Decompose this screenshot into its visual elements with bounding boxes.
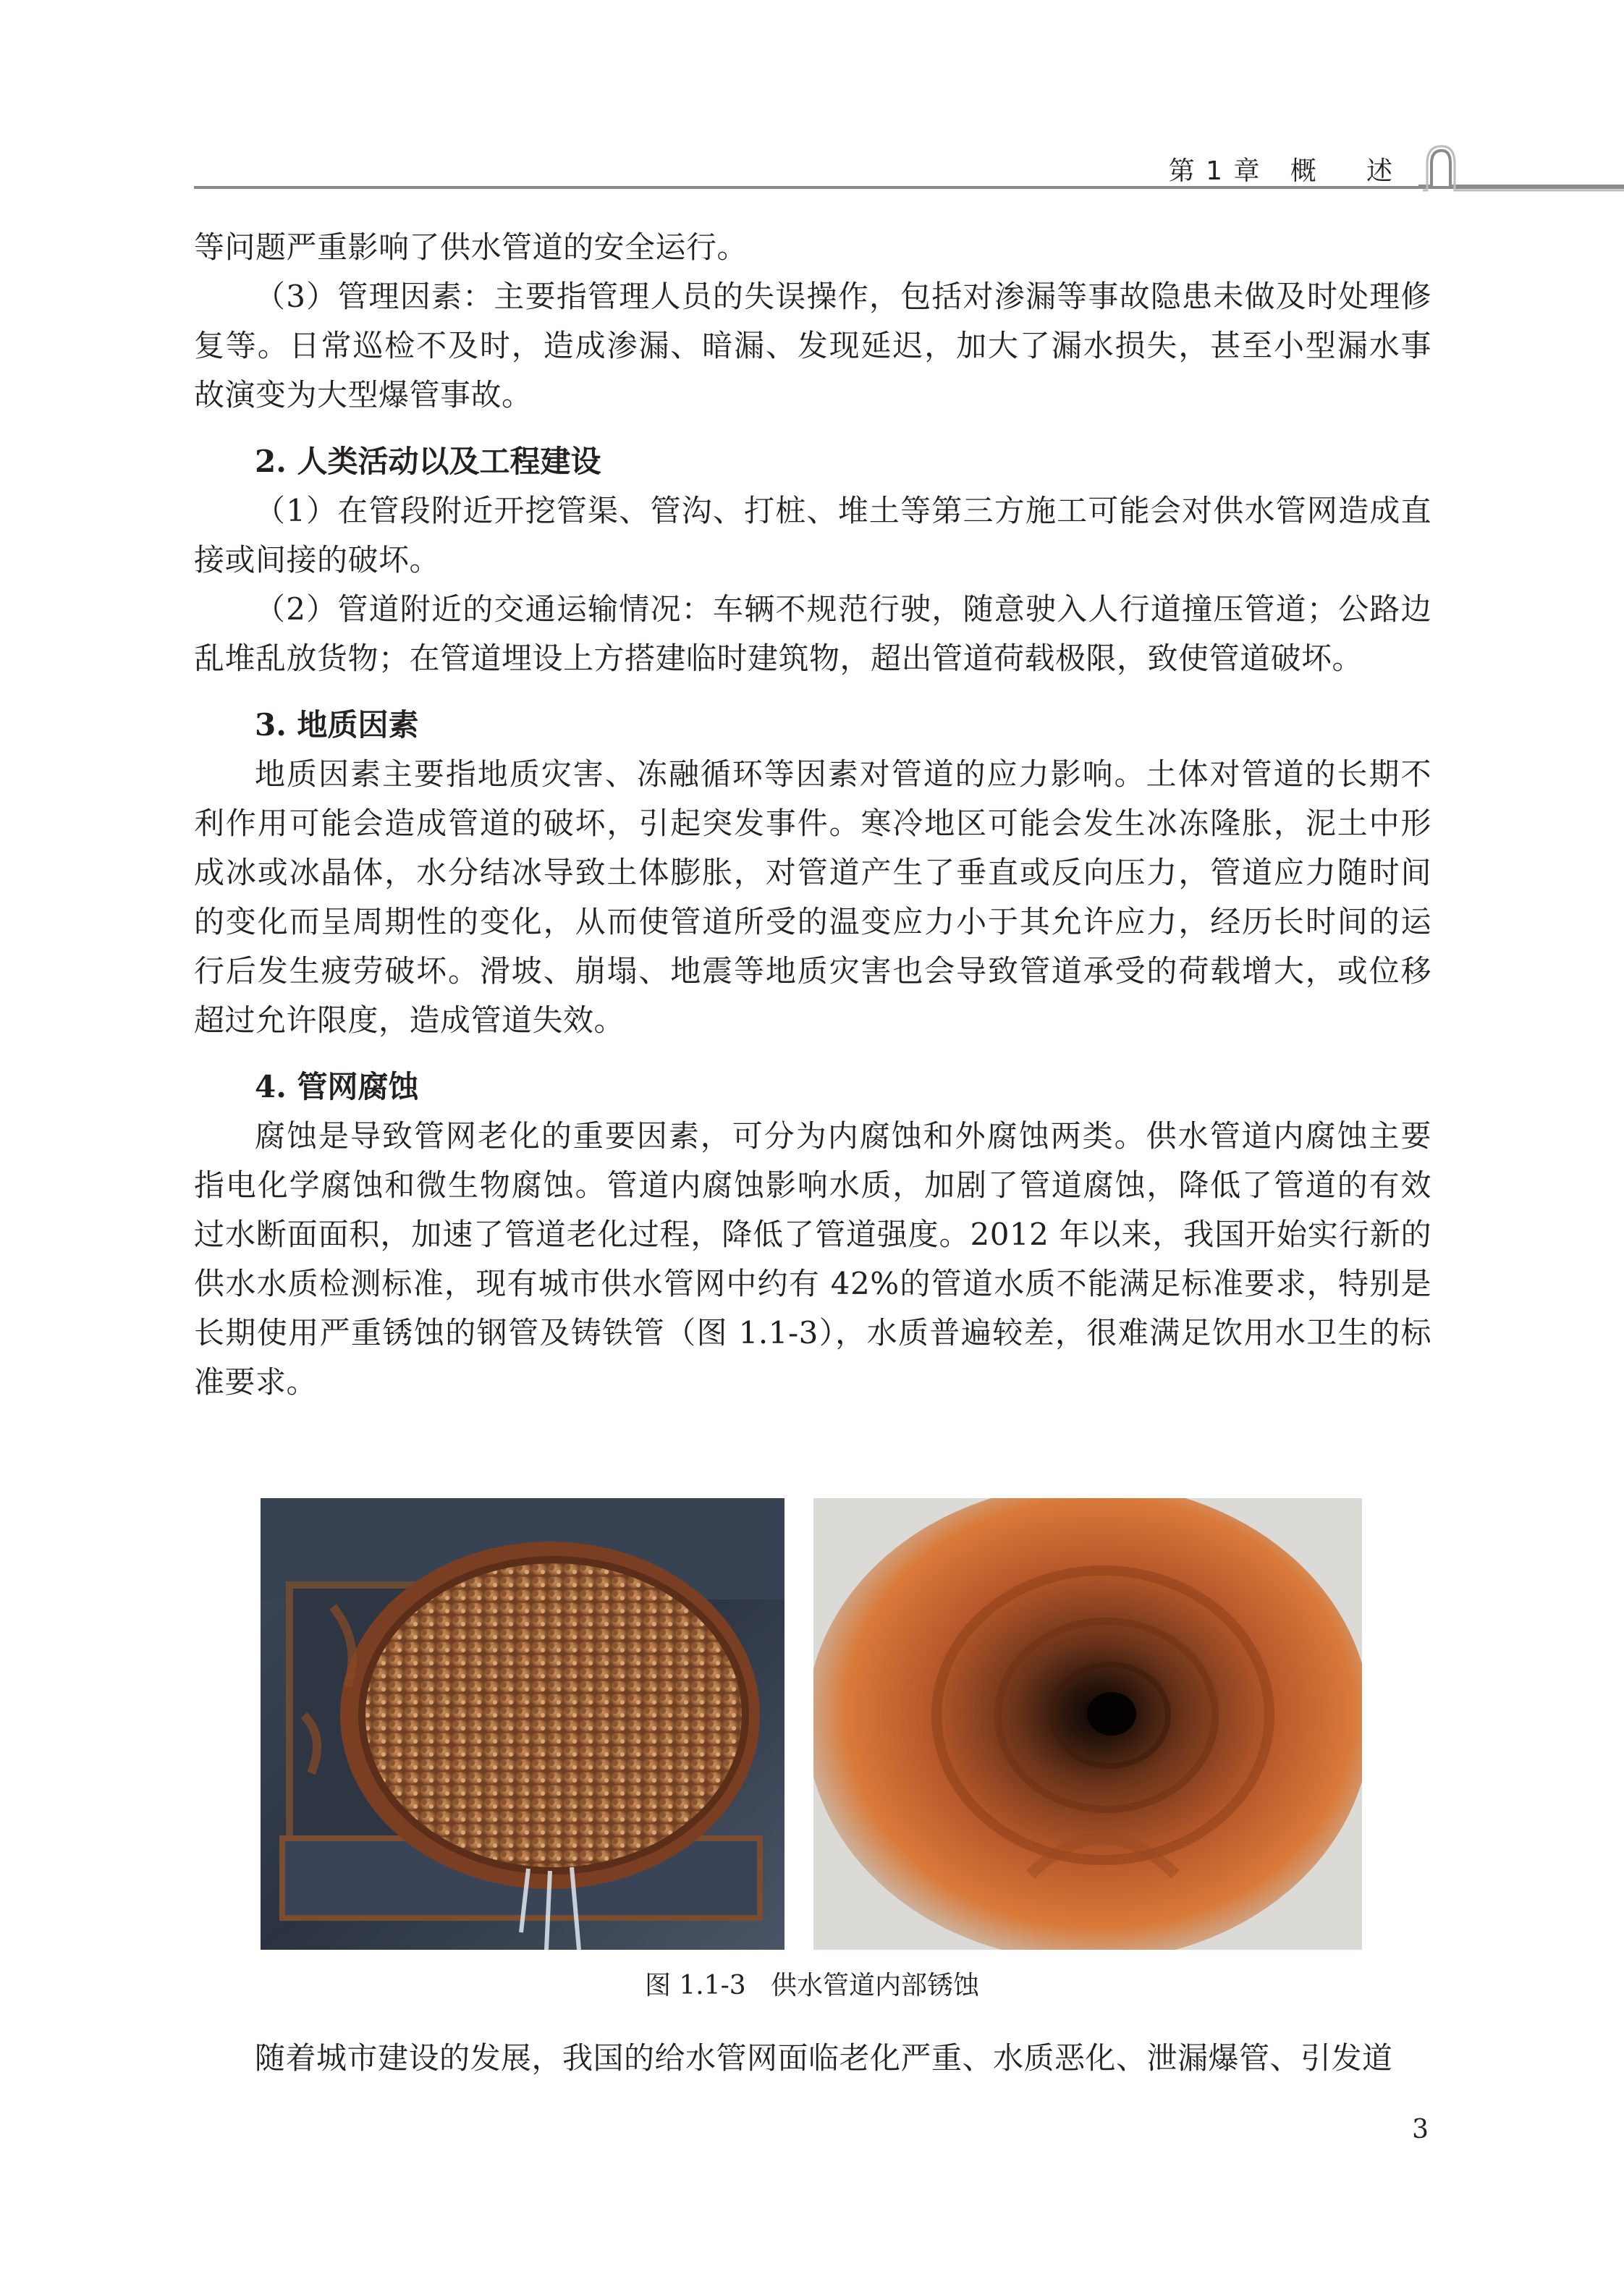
paragraph: 成冰或冰晶体，水分结冰导致土体膨胀，对管道产生了垂直或反向压力，管道应力随时间 <box>194 855 1431 890</box>
main-text <box>194 223 1431 1407</box>
paragraph: 准要求。 <box>194 1364 318 1400</box>
paragraph: 超过允许限度，造成管道失效。 <box>194 1002 625 1038</box>
paragraph: 接或间接的破坏。 <box>194 542 441 578</box>
paragraph: （3）管理因素：主要指管理人员的失误操作，包括对渗漏等事故隐患未做及时处理修 <box>255 279 1431 314</box>
figure-caption: 图 1.1-3 供水管道内部锈蚀 <box>644 1971 980 2000</box>
chapter-header: 第 1 章 概 述 <box>1168 156 1394 186</box>
section-heading: 4. 管网腐蚀 <box>255 1069 419 1104</box>
rusted-pipe-end-photo <box>261 1498 784 1950</box>
paragraph: 利作用可能会造成管道的破坏，引起突发事件。寒冷地区可能会发生冰冻隆胀，泥土中形 <box>194 806 1431 841</box>
paragraph: 随着城市建设的发展，我国的给水管网面临老化严重、水质恶化、泄漏爆管、引发道 <box>255 2040 1393 2076</box>
paragraph: （2）管道附近的交通运输情况：车辆不规范行驶，随意驶入人行道撞压管道；公路边 <box>255 591 1431 627</box>
paragraph: （1）在管段附近开挖管渠、管沟、打桩、堆土等第三方施工可能会对供水管网造成直 <box>255 493 1431 528</box>
paragraph: 故演变为大型爆管事故。 <box>194 377 533 413</box>
continuation-text <box>194 2034 1431 2083</box>
section-heading: 3. 地质因素 <box>255 707 419 743</box>
paragraph: 复等。日常巡检不及时，造成渗漏、暗漏、发现延迟，加大了漏水损失，甚至小型漏水事 <box>194 328 1431 363</box>
paragraph: 指电化学腐蚀和微生物腐蚀。管道内腐蚀影响水质，加剧了管道腐蚀，降低了管道的有效 <box>194 1167 1431 1203</box>
header-ornament <box>1418 142 1624 193</box>
paragraph: 供水水质检测标准，现有城市供水管网中约有 42%的管道水质不能满足标准要求，特别是 <box>194 1266 1431 1301</box>
header-rule <box>194 186 1624 189</box>
pipe-interior-photo <box>813 1498 1362 1950</box>
figure-1-1-3 <box>261 1498 1362 1950</box>
page-number: 3 <box>1412 2115 1429 2144</box>
paragraph: 的变化而呈周期性的变化，从而使管道所受的温变应力小于其允许应力，经历长时间的运 <box>194 904 1431 939</box>
paragraph: 腐蚀是导致管网老化的重要因素，可分为内腐蚀和外腐蚀两类。供水管道内腐蚀主要 <box>255 1118 1431 1154</box>
section-heading: 2. 人类活动以及工程建设 <box>255 444 601 479</box>
paragraph: 地质因素主要指地质灾害、冻融循环等因素对管道的应力影响。土体对管道的长期不 <box>255 756 1431 792</box>
paragraph: 等问题严重影响了供水管道的安全运行。 <box>194 229 748 265</box>
paragraph: 乱堆乱放货物；在管道埋设上方搭建临时建筑物，超出管道荷载极限，致使管道破坏。 <box>194 641 1363 676</box>
paragraph: 行后发生疲劳破坏。滑坡、崩塌、地震等地质灾害也会导致管道承受的荷载增大，或位移 <box>194 953 1431 989</box>
paragraph: 长期使用严重锈蚀的钢管及铸铁管（图 1.1-3），水质普遍较差，很难满足饮用水卫生的标 <box>194 1315 1431 1351</box>
paragraph: 过水断面面积，加速了管道老化过程，降低了管道强度。2012 年以来，我国开始实行新的 <box>194 1217 1431 1252</box>
